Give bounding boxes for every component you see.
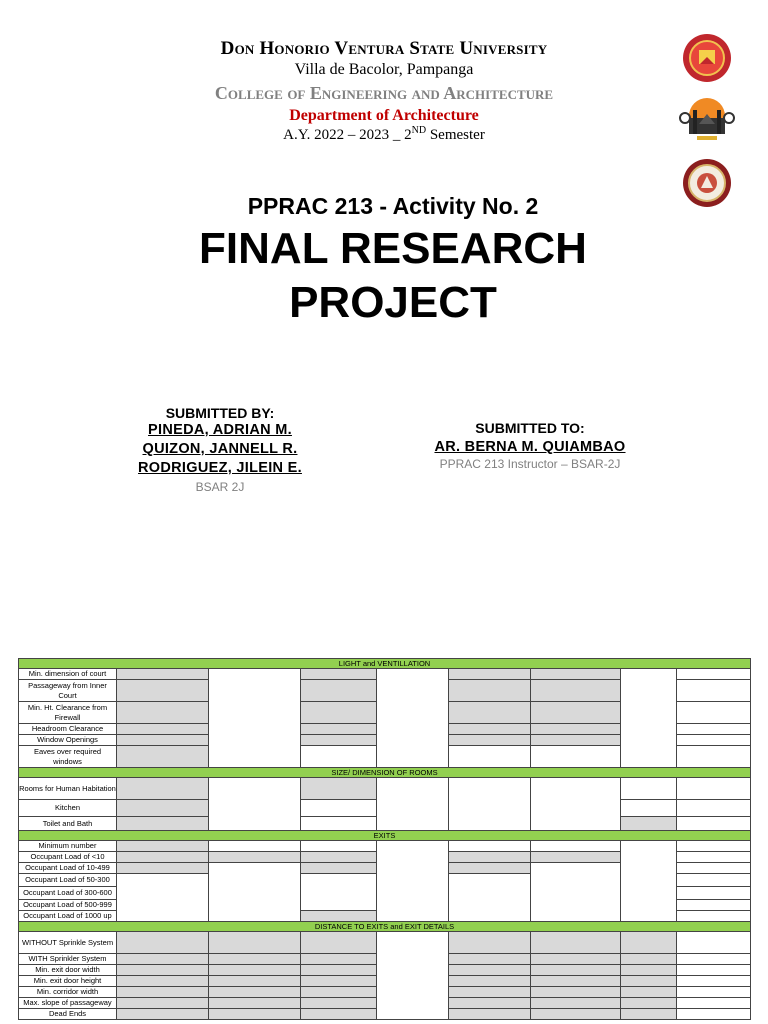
table-cell [449,669,531,680]
research-table [18,658,751,1020]
table-cell [117,1009,209,1020]
table-cell [117,680,209,702]
table-cell [531,669,621,680]
table-cell [531,778,621,831]
row-label: Kitchen [19,800,117,817]
table-cell [531,1009,621,1020]
table-cell [301,976,377,987]
table-cell [449,724,531,735]
section-header: SIZE/ DIMENSION OF ROOMS [19,768,751,778]
table-cell [621,987,677,998]
table-cell [677,998,751,1009]
submitted-by-label: SUBMITTED BY: [165,405,275,421]
row-label: Occupant Load of 50-300 [19,874,117,887]
table-cell [117,800,209,817]
table-cell [531,998,621,1009]
table-cell [677,965,751,976]
table-cell [117,998,209,1009]
row-label: Min. exit door width [19,965,117,976]
table-cell [301,911,377,922]
table-cell [677,900,751,911]
activity-title: PPRAC 213 - Activity No. 2 [247,193,539,219]
table-cell [531,932,621,954]
table-cell [301,724,377,735]
table-cell [209,998,301,1009]
university-location: Villa de Bacolor, Pampanga [294,61,474,78]
table-cell [531,680,621,702]
table-cell [449,954,531,965]
table-cell [117,987,209,998]
table-cell [209,987,301,998]
table-cell [531,735,621,746]
row-label: Occupant Load of 1000 up [19,911,117,922]
table-cell [677,954,751,965]
table-cell [621,976,677,987]
table-cell [677,874,751,887]
table-cell [301,735,377,746]
student-name: PINEDA, ADRIAN M. [148,422,292,438]
table-cell [449,976,531,987]
table-cell [117,778,209,800]
row-label: Min. corridor width [19,987,117,998]
table-cell [117,735,209,746]
table-cell [677,1009,751,1020]
row-label: Occupant Load of <10 [19,852,117,863]
table-cell [621,954,677,965]
table-cell [377,669,449,768]
row-label: Occupant Load of 300-600 [19,887,117,900]
table-cell [677,702,751,724]
university-name: Don Honorio Ventura State University [220,38,548,59]
table-cell [621,998,677,1009]
table-cell [621,965,677,976]
table-cell [677,680,751,702]
table-cell [377,841,449,922]
table-cell [209,863,301,922]
department-name: Department of Architecture [289,107,479,124]
table-cell [117,932,209,954]
row-label: Window Openings [19,735,117,746]
table-cell [209,965,301,976]
table-cell [301,874,377,911]
table-cell [209,932,301,954]
row-label: WITHOUT Sprinkle System [19,932,117,954]
table-cell [301,1009,377,1020]
table-cell [677,724,751,735]
table-cell [449,841,531,852]
row-label: Min. exit door height [19,976,117,987]
table-cell [449,746,531,768]
table-cell [117,702,209,724]
row-label: Dead Ends [19,1009,117,1020]
document-header [0,38,768,144]
table-cell [209,1009,301,1020]
table-cell [377,778,449,831]
table-cell [621,841,677,922]
table-cell [301,965,377,976]
table-cell [449,680,531,702]
section-header: DISTANCE TO EXITS and EXIT DETAILS [19,922,751,932]
row-label: Min. dimension of court [19,669,117,680]
table-cell [117,669,209,680]
table-cell [209,976,301,987]
table-cell [677,911,751,922]
table-cell [677,669,751,680]
table-cell [677,976,751,987]
table-cell [301,746,377,768]
table-cell [449,998,531,1009]
table-cell [301,987,377,998]
table-cell [377,932,449,1020]
table-cell [531,746,621,768]
table-cell [301,998,377,1009]
table-cell [531,976,621,987]
row-label: Min. Ht. Clearance from Firewall [19,702,117,724]
table-cell [449,735,531,746]
table-cell [449,778,531,831]
table-cell [531,965,621,976]
table-cell [677,778,751,800]
table-cell [301,680,377,702]
section-header: LIGHT and VENTILLATION [19,659,751,669]
table-cell [677,887,751,900]
table-cell [677,800,751,817]
table-cell [621,800,677,817]
table-cell [301,852,377,863]
table-cell [449,702,531,724]
table-cell [209,852,301,863]
table-cell [117,954,209,965]
table-cell [449,965,531,976]
student-section: BSAR 2J [195,480,245,494]
table-cell [301,841,377,852]
row-label: Eaves over required windows [19,746,117,768]
table-cell [301,954,377,965]
table-cell [621,817,677,831]
table-cell [677,852,751,863]
instructor-role: PPRAC 213 Instructor – BSAR-2J [439,457,621,471]
table-cell [677,735,751,746]
table-cell [449,874,531,922]
table-cell [531,863,621,922]
table-cell [449,863,531,874]
student-name: RODRIGUEZ, JILEIN E. [138,460,302,476]
table-cell [209,954,301,965]
table-cell [677,746,751,768]
row-label: Minimum number [19,841,117,852]
table-cell [621,669,677,768]
table-cell [449,987,531,998]
table-cell [449,1009,531,1020]
row-label: Rooms for Human Habitation [19,778,117,800]
table-cell [531,841,621,852]
table-cell [301,863,377,874]
table-cell [117,976,209,987]
submitted-by-block [100,405,340,494]
table-cell [621,778,677,800]
table-cell [677,841,751,852]
table-cell [531,954,621,965]
table-cell [117,746,209,768]
section-header: EXITS [19,831,751,841]
student-name: QUIZON, JANNELL R. [142,441,298,457]
university-seal-icon [682,33,732,83]
table-cell [677,932,751,954]
submitted-to-label: SUBMITTED TO: [475,420,585,436]
project-title: FINAL RESEARCH PROJECT [199,224,587,327]
table-cell [677,987,751,998]
table-cell [209,669,301,768]
table-cell [531,987,621,998]
table-cell [301,702,377,724]
table-cell [117,852,209,863]
row-label: Occupant Load of 10-499 [19,863,117,874]
table-cell [621,932,677,954]
table-cell [301,932,377,954]
table-cell [677,817,751,831]
table-cell [301,669,377,680]
college-name: College of Engineering and Architecture [214,83,554,103]
table-cell [209,841,301,852]
table-cell [531,852,621,863]
table-cell [117,817,209,831]
instructor-name: AR. BERNA M. QUIAMBAO [434,439,626,455]
table-cell [117,724,209,735]
table-cell [531,702,621,724]
table-cell [117,965,209,976]
submitted-to-block [400,420,660,471]
row-label: Headroom Clearance [19,724,117,735]
table-cell [301,778,377,800]
table-cell [677,863,751,874]
table-cell [449,852,531,863]
row-label: Max. slope of passageway [19,998,117,1009]
table-cell [301,800,377,817]
table-cell [301,817,377,831]
table-cell [621,1009,677,1020]
academic-year: A.Y. 2022 – 2023 _ 2ND Semester [283,125,485,143]
table-cell [449,932,531,954]
row-label: Occupant Load of 500-999 [19,900,117,911]
table-cell [117,841,209,852]
table-cell [531,724,621,735]
table-cell [117,863,209,874]
row-label: Passageway from Inner Court [19,680,117,702]
row-label: Toilet and Bath [19,817,117,831]
row-label: WITH Sprinkler System [19,954,117,965]
college-seal-icon [679,94,735,142]
table-cell [209,778,301,831]
table-cell [117,874,209,922]
